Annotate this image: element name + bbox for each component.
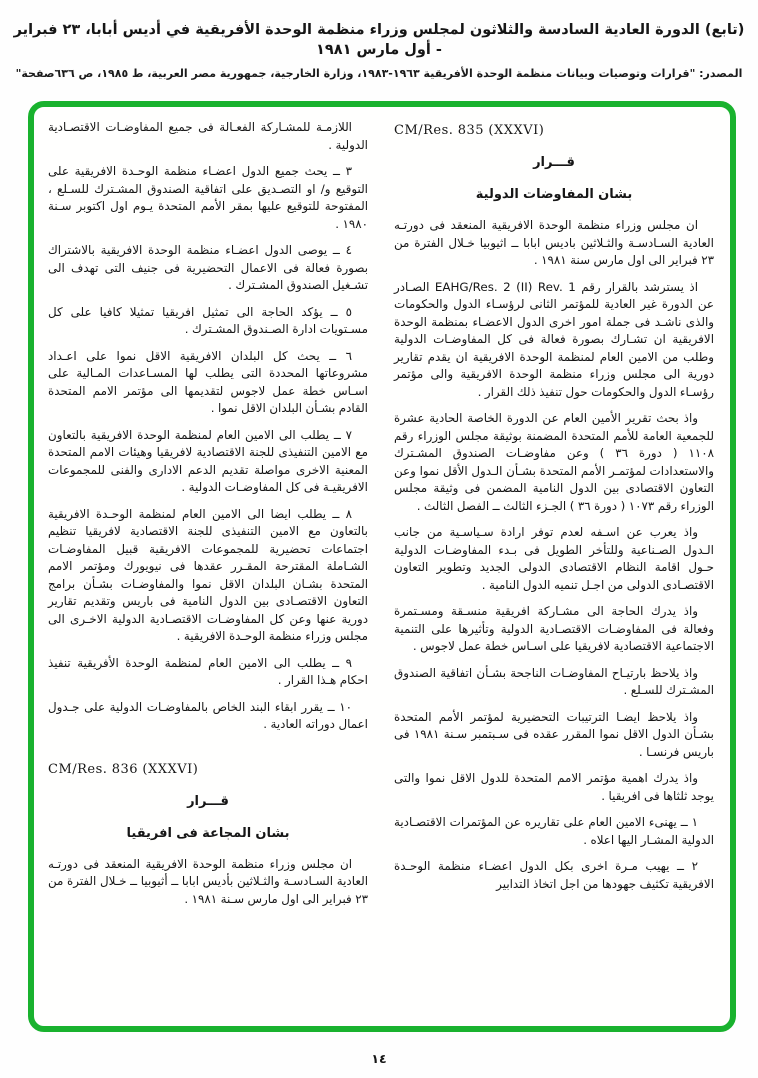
paragraph: اللازمـة للمشـاركة الفعـالة فى جميع المفاوضـات الاقتصـادية الدولية . — [48, 120, 368, 152]
paragraph: واذ بحث تقرير الأمين العام عن الدورة الخاصة الحادية عشرة للجمعية العامة للأمم المتحدة المضمنة بوثيقة مجلس الوزراء رقم ١١٠٨ ( دورة ٣٦ ) وعن مفاوضـات الصندوق المشـترك والاستعدادات لمؤتمـر الأمم المتحدة بشـأن الـدول الأقل نموا وعن التعاون الاقتصادى بين الدول النامية المضمن فى وثيقة مجلس الوزراء رقم ١٠٧٣ ( دورة ٣٦ ) الجـزء الثالث ــ الفصل الثالث . — [394, 411, 714, 513]
paragraph: واذ يدرك الحاجة الى مشـاركة افريقية منسـقة ومسـتمرة وفعالة فى المفاوضـات الاقتصـادية الدولية وتأثيرها على التنمية الاجتماعية الاقتصادية لافريقيا على اسـاس خطة عمل لاجوس . — [394, 604, 714, 654]
paragraph: واذ يلاحظ ايضـا الترتيبات التحضيرية لمؤتمر الأمم المتحدة بشـأن الدول الاقل نموا المقرر عقده فى سـبتمبر سـنة ١٩٨١ فى باريس فرنسـا . — [394, 709, 714, 759]
paragraph: ٣ ــ يحث جميع الدول اعضـاء منظمة الوحـدة الافريقية على التوقيع و/ او التصـديق على اتفاقية الصندوق المشـترك للسـلع ، المفتوحة للتوقيع عليها بمقر الأمم المتحدة يـوم اول اكتوبر سـنة ١٩٨٠ . — [48, 164, 368, 231]
section-heading: بشان المجاعة فى افريقيا — [126, 825, 290, 841]
paragraph: ٥ ــ يؤكد الحاجة الى تمثيل افريقيا تمثيلا كافيا على كل مسـتويات ادارة الصـندوق المشـترك . — [48, 304, 368, 336]
page-number: ١٤ — [371, 1051, 387, 1066]
paragraph: ان مجلس وزراء منظمة الوحدة الافريقية المنعقد فى دورتـه العادية السـادسـة والثـلاثين باديس ابابا ــ اثيوبيا خـلال الفترة من ٢٣ فبراير الى اول مارس سنة ١٩٨١ . — [394, 218, 714, 268]
paragraph: ٢ ــ يهيب مـرة اخرى بكل الدول اعضـاء منظمة الوحـدة الافريقية تكثيف جهودها من اجل اتخاذ التدابير — [394, 859, 714, 891]
paragraph: واذ يلاحظ بارتيـاح المفاوضـات الناجحة بشـأن اتفاقية الصندوق المشـترك للسـلع . — [394, 665, 714, 698]
resolution-ref: CM/Res. 836 (XXXVI) — [48, 761, 199, 777]
page-header — [10, 20, 748, 80]
paragraph: ١٠ ــ يقرر ابقاء البند الخاص بالمفاوضـات الدولية على جـدول اعمال دوراته العادية . — [48, 699, 368, 731]
two-column-layout — [48, 119, 714, 1018]
paragraph: ان مجلس وزراء منظمة الوحدة الافريقية المنعقد فى دورتـه العادية السـادسـة والثـلاثين بأديس ابابا ــ أثيوبيا ــ خـلال الفترة من ٢٣ فبراير الى اول مارس سـنة ١٩٨١ . — [48, 856, 368, 906]
resolution-ref: CM/Res. 835 (XXXVI) — [394, 123, 545, 138]
paragraph: ٤ ــ يوصى الدول اعضـاء منظمة الوحدة الافريقية بالاشتراك بصورة فعالة فى الاعمال التحضيرية فى جنيف التى تهدف الى تشـغيل الصندوق المشـترك . — [48, 243, 368, 292]
section-heading: قـــرار — [533, 155, 575, 171]
paragraph: ٧ ــ يطلب الى الامين العام لمنظمة الوحدة الافريقية بالتعاون مع الامين التنفيذى للجنة الاقتصادية لافريقيا وهيئات الامم المتحدة المعنية الاخرى مواصلة تقديم الدعم الادارى والفنى للمجموعات الافريقيـة فى كل المفاوضـات الدولية . — [48, 427, 368, 494]
section-heading: بشان المفاوضات الدولية — [475, 187, 633, 203]
page-header-title: (تابع) الدورة العادية السادسة والثلاثون لمجلس وزراء منظمة الوحدة الأفريقية في أديس أبابا، ٢٣ فبراير - أول مارس ١٩٨١ — [13, 22, 745, 59]
section-heading: قـــرار — [187, 793, 229, 809]
column-left — [48, 119, 368, 1018]
paragraph: ٦ ــ يحث كل البلدان الافريقية الاقل نموا على اعـداد مشروعاتها المحددة التى يطلب لها المسـاعدات المـالية على اسـاس خطة عمل لاجوس لتقديمها الى مؤتمر الامم المتحدة القادم بشـأن البلدان الاقل نموا . — [48, 348, 368, 415]
paragraph: واذ يعرب عن اسـفه لعدم توفر ارادة سـياسـية من جانب الـدول الصـناعية وللتأخر الطويل فى بـدء المفاوضـات الدولية حـول اقامة النظام الاقتصادى الدولى الجديد وتطوير التعاون الاقتصـادى الدولى من اجـل تنميه الدول النامية . — [394, 525, 714, 592]
paragraph: واذ يدرك اهمية مؤتمر الامم المتحدة للدول الاقل نموا والتى يوجد ثلثاها فى افريقيا . — [394, 771, 714, 803]
paragraph: اذ يسترشد بالقرار رقم EAHG/Res. 2 (II) Rev. 1 الصـادر عن الدورة غير العادية للمؤتمر الثانى لرؤسـاء الدول والحكومات والذى ناشـد فى جملة امور اخرى الدول الاعضـاء بمنظمة الوحدة الافريقية ان تشـارك بصورة فعالة فى كل المفاوضـات الدولية وطلب من الامين العام لمنظمة الوحدة الافريقية ان يقدم تقارير دورية الى مجلس وزراء منظمة الوحدة الافريقية والى مؤتمر رؤسـاء الدول والحكومات حول تنفيذ ذلك القرار . — [394, 279, 714, 399]
paragraph: ٨ ــ يطلب ايضا الى الامين العام لمنظمة الوحـدة الافريقية بالتعاون مع الامين التنفيذى للجنة الاقتصادية لافريقيا تنظيم اجتماعات تحضيرية للمجموعات الافريقية قبيل المفاوضـات الشـاملة المقترحة المقـرر عقدها فى نيويورك ومؤتمر الامم المتحدة بشـان البلدان الاقل نموا والمفاوضـات بشـأن برامج التعاون الاقتصـادى بين الدول النامية فى باريس وتقديم تقارير دورية عنها وعن كل المفاوضـات الاقتصـادية الدولية الاخـرى الى مجلس وزراء منظمة الوحـدة الافريقية . — [48, 506, 368, 643]
document-frame — [28, 101, 736, 1032]
paragraph: ٩ ــ يطلب الى الامين العام لمنظمة الوحدة الأفريقية تنفيذ احكام هـذا القرار . — [48, 655, 368, 687]
paragraph: ١ ــ يهنىء الامين العام على تقاريره عن المؤتمرات الاقتصـادية الدولية المشـار اليها اعلاه . — [394, 815, 714, 847]
page-header-source: المصدر: "قرارات وتوصيات وبيانات منظمة الوحدة الأفريقية ١٩٦٣-١٩٨٣، وزارة الخارجية، جمهورية مصر العربية، ط ١٩٨٥، ص ٦٣٦صفحة" — [15, 66, 743, 80]
column-right — [394, 119, 714, 1018]
